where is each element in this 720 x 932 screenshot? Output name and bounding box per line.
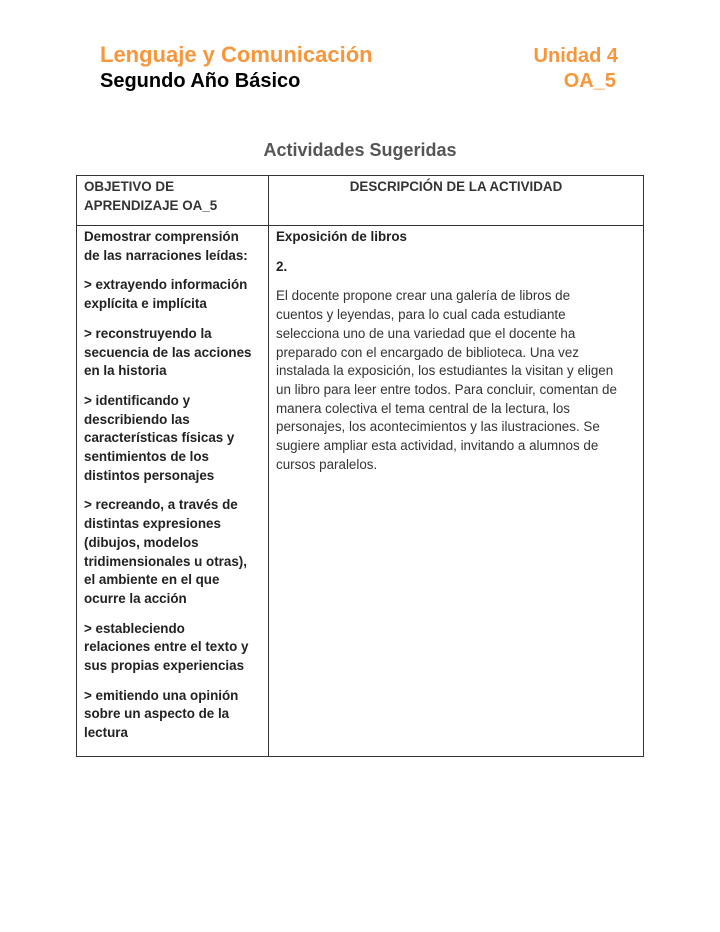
objective-cell [77,226,269,757]
objective-item: > extrayendo información explícita e implícita [84,277,248,312]
oa-label: OA_5 [563,70,616,92]
objective-header: OBJETIVO DE APRENDIZAJE OA_5 [77,176,269,226]
objective-item: > reconstruyendo la secuencia de las acciones en la historia [84,325,252,379]
objective-item: Demostrar comprensión de las narraciones leídas: [84,229,248,263]
activity-number: 2. [276,258,288,274]
page-title: Actividades Sugeridas [263,140,457,160]
table-row [77,226,644,757]
subject-title: Lenguaje y Comunicación [100,42,373,67]
grade-title: Segundo Año Básico [100,70,301,92]
objective-item: > emitiendo una opinión sobre un aspecto de la lectura [84,687,239,741]
description-header: DESCRIPCIÓN DE LA ACTIVIDAD [269,176,644,226]
description-cell [269,226,644,757]
objective-item: > identificando y describiendo las características físicas y sentimientos de los distintos personajes [84,392,235,483]
activity-title: Exposición de libros [276,229,407,244]
table-header-row [77,176,644,226]
objective-item: > recreando, a través de distintas expresiones (dibujos, modelos tridimensionales u otras), el ambiente en el que ocurre la acción [84,497,247,606]
objective-item: > estableciendo relaciones entre el texto y sus propias experiencias [84,620,249,674]
activities-table [76,175,644,757]
unit-label: Unidad 4 [533,45,618,67]
activity-description: El docente propone crear una galería de libros de cuentos y leyendas, para lo cual cada estudiante selecciona uno de una variedad que el docente ha preparado con el encargado de biblioteca. Una vez instalada la exposición, los estudiantes la visitan y eligen un libro para leer entre todos. Para concluir, comentan de manera colectiva el tema central de la lectura, los personajes, los acontecimientos y las ilustraciones. Se sugiere ampliar esta actividad, invitando a alumnos de cursos paralelos. [276,288,617,472]
